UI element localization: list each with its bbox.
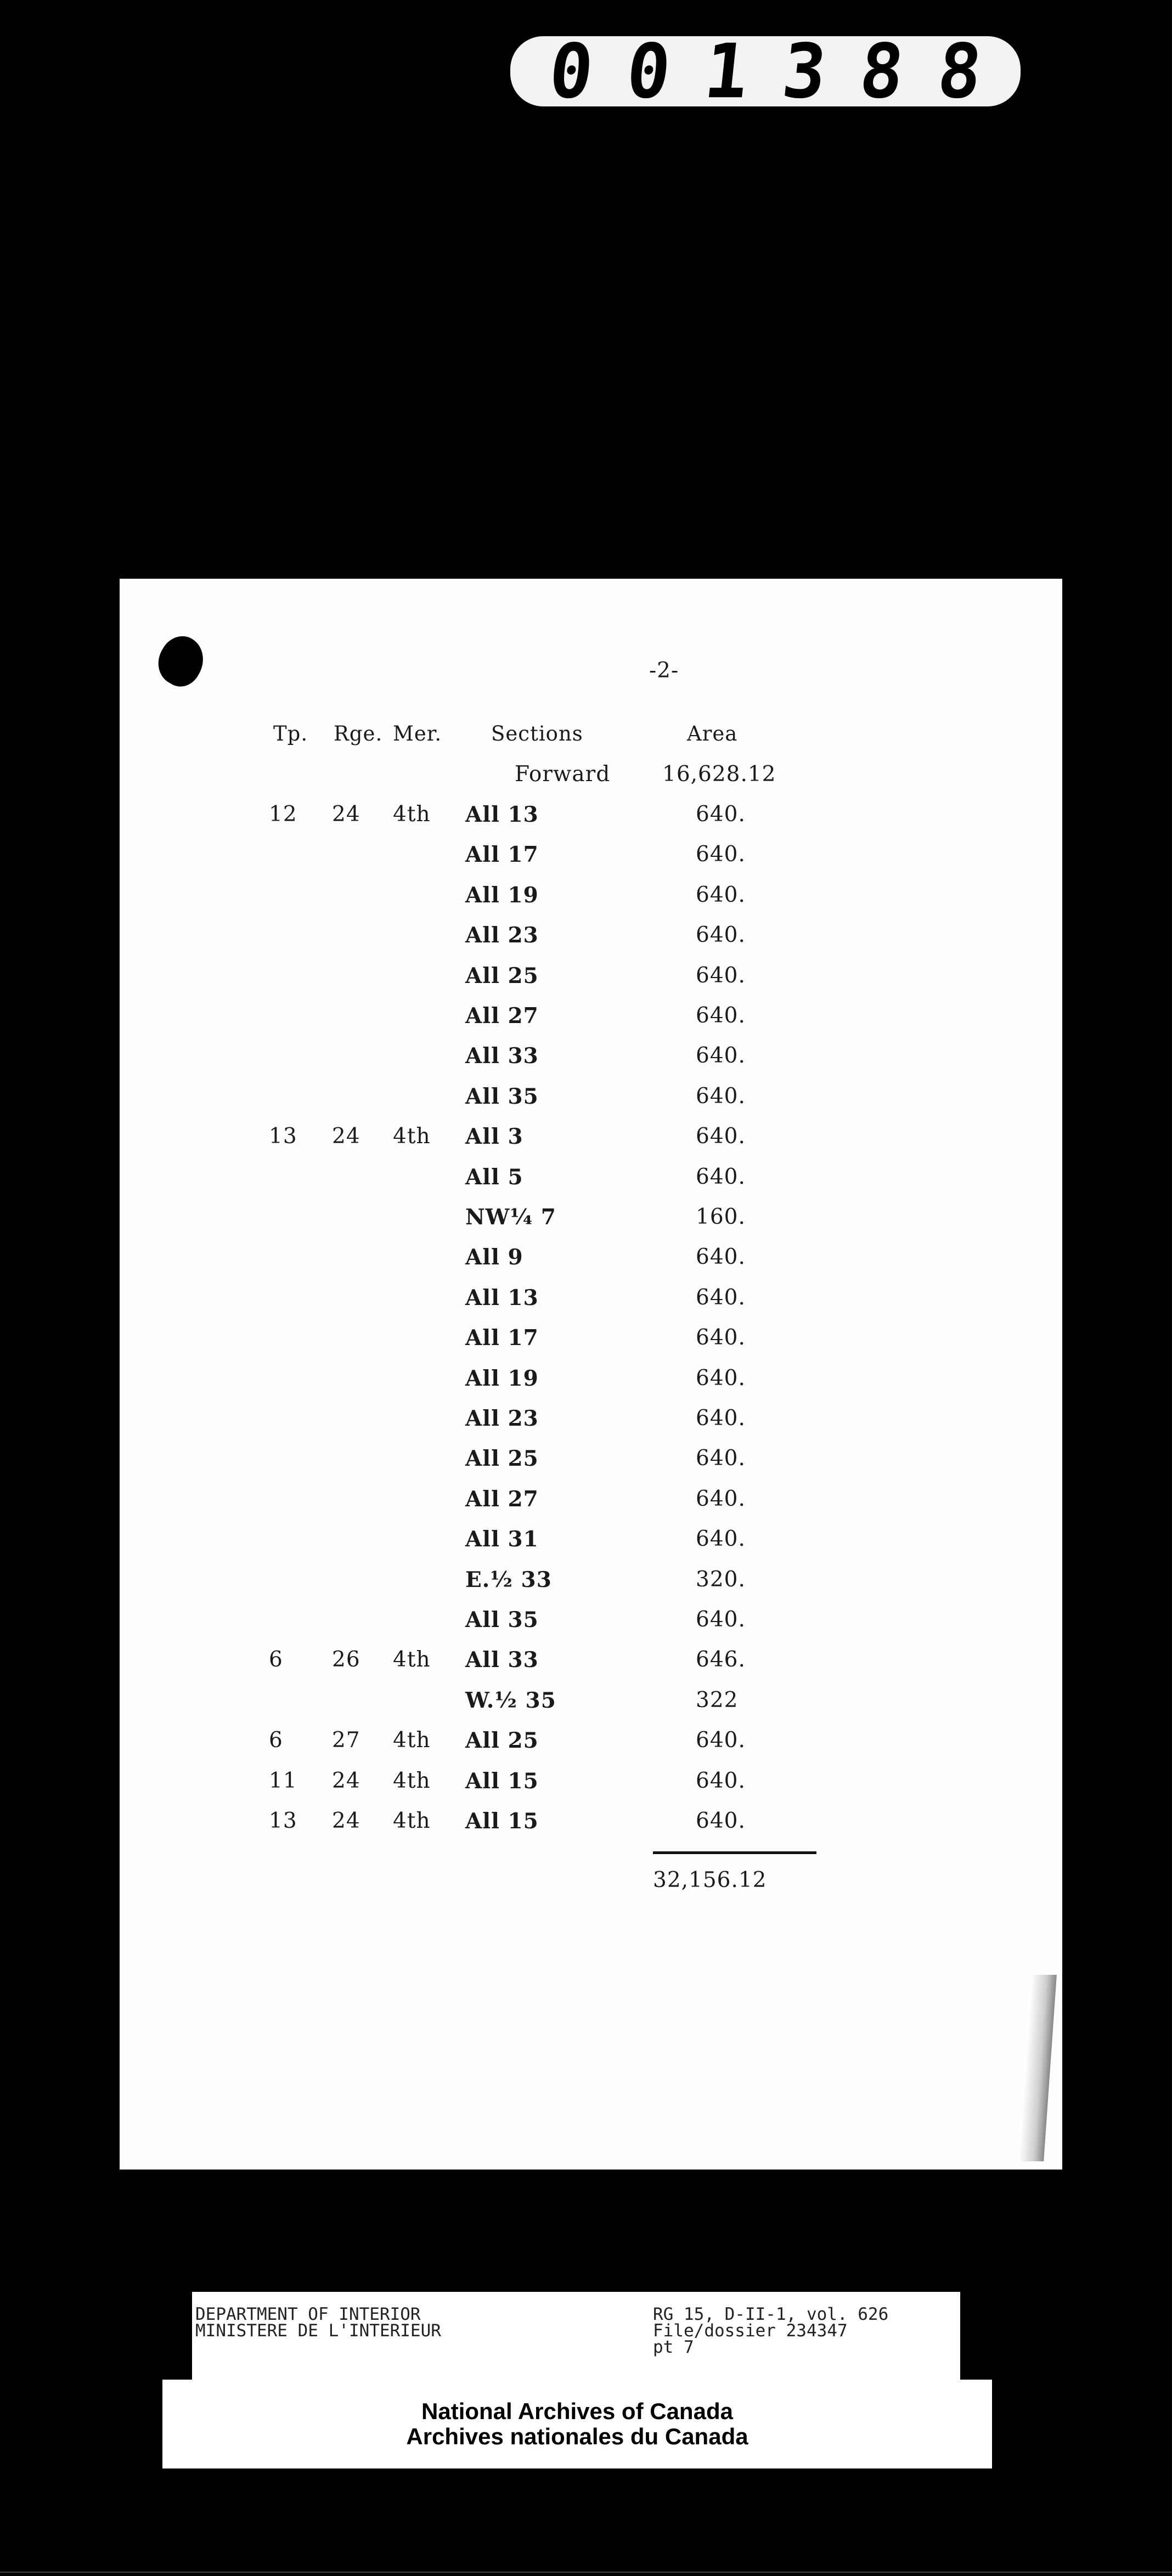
frame-digit: 8 <box>933 27 986 115</box>
total-rule <box>653 1851 816 1854</box>
forward-label: Forward <box>515 762 611 787</box>
row-area: 640. <box>696 802 746 827</box>
row-mer: 4th <box>393 1124 431 1149</box>
frame-digit: 1 <box>700 27 753 115</box>
row-sections: All 35 <box>465 1084 539 1109</box>
row-mer: 4th <box>393 802 431 827</box>
row-tp: 13 <box>269 1124 297 1149</box>
archives-name-fr: Archives nationales du Canada <box>406 2424 748 2449</box>
row-sections: All 27 <box>465 1003 539 1029</box>
row-sections: All 3 <box>465 1124 523 1149</box>
department-en: DEPARTMENT OF INTERIOR <box>195 2304 421 2324</box>
row-sections: All 9 <box>465 1245 523 1270</box>
row-area: 640. <box>696 883 746 907</box>
row-sections: All 25 <box>465 1446 539 1471</box>
document-page <box>120 579 1062 2170</box>
row-sections: All 19 <box>465 1366 539 1391</box>
film-edge-line <box>0 2572 1172 2573</box>
header-tp: Tp. <box>273 722 308 745</box>
row-sections: All 15 <box>465 1809 539 1834</box>
frame-digit: 3 <box>778 27 831 115</box>
archives-name-en: National Archives of Canada <box>421 2398 733 2424</box>
row-sections: All 13 <box>465 802 539 827</box>
row-sections: All 17 <box>465 1325 539 1351</box>
row-rge: 24 <box>332 1124 360 1149</box>
row-mer: 4th <box>393 1728 431 1753</box>
page-number: -2- <box>649 658 679 683</box>
reference-part: pt 7 <box>653 2337 694 2357</box>
row-area: 322 <box>696 1688 739 1713</box>
department-block <box>195 2306 441 2339</box>
row-sections: All 33 <box>465 1043 539 1069</box>
frame-digit: 0 <box>545 27 598 115</box>
row-area: 640. <box>696 1406 746 1431</box>
row-sections: All 35 <box>465 1607 539 1632</box>
reference-volume: RG 15, D-II-1, vol. 626 <box>653 2304 889 2324</box>
row-area: 640. <box>696 1487 746 1511</box>
row-area: 320. <box>696 1567 746 1592</box>
row-sections: All 31 <box>465 1527 539 1552</box>
row-area: 640. <box>696 1165 746 1189</box>
row-area: 160. <box>696 1205 746 1229</box>
national-archives-label <box>162 2380 992 2468</box>
row-area: 640. <box>696 842 746 867</box>
header-area: Area <box>687 722 738 745</box>
row-sections: All 13 <box>465 1285 539 1310</box>
frame-digit: 8 <box>855 27 908 115</box>
reference-file: File/dossier 234347 <box>653 2321 848 2341</box>
row-area: 646. <box>696 1647 746 1672</box>
row-sections: All 17 <box>465 842 539 867</box>
row-mer: 4th <box>393 1809 431 1833</box>
row-area: 640. <box>696 963 746 988</box>
row-area: 640. <box>696 1446 746 1471</box>
row-sections: All 23 <box>465 923 539 948</box>
row-area: 640. <box>696 1245 746 1269</box>
row-sections: All 19 <box>465 883 539 908</box>
row-sections: All 23 <box>465 1406 539 1431</box>
frame-digit: 0 <box>622 27 675 115</box>
reference-block <box>653 2306 888 2355</box>
row-area: 640. <box>696 1527 746 1551</box>
row-tp: 6 <box>269 1647 283 1672</box>
row-sections: All 25 <box>465 1728 539 1753</box>
header-rge: Rge. <box>334 722 383 745</box>
row-sections: NW¼ 7 <box>465 1205 556 1230</box>
row-mer: 4th <box>393 1769 431 1793</box>
header-mer: Mer. <box>393 722 442 745</box>
row-sections: All 27 <box>465 1487 539 1512</box>
forward-area: 16,628.12 <box>662 762 776 787</box>
row-sections: All 25 <box>465 963 539 988</box>
header-sections: Sections <box>491 722 583 745</box>
row-sections: All 33 <box>465 1647 539 1673</box>
row-area: 640. <box>696 1285 746 1310</box>
row-tp: 6 <box>269 1728 283 1753</box>
row-mer: 4th <box>393 1647 431 1672</box>
row-rge: 24 <box>332 802 360 827</box>
archive-reference-label <box>192 2292 960 2381</box>
row-area: 640. <box>696 1043 746 1068</box>
row-rge: 27 <box>332 1728 360 1753</box>
row-area: 640. <box>696 1809 746 1833</box>
total-area: 32,156.12 <box>653 1868 767 1893</box>
row-rge: 24 <box>332 1769 360 1793</box>
frame-number-stamp <box>510 27 1021 115</box>
row-area: 640. <box>696 1728 746 1753</box>
row-area: 640. <box>696 923 746 947</box>
row-area: 640. <box>696 1366 746 1391</box>
row-area: 640. <box>696 1769 746 1793</box>
row-rge: 24 <box>332 1809 360 1833</box>
row-tp: 13 <box>269 1809 297 1833</box>
row-area: 640. <box>696 1084 746 1109</box>
row-area: 640. <box>696 1124 746 1149</box>
row-area: 640. <box>696 1325 746 1350</box>
row-tp: 11 <box>269 1769 297 1793</box>
row-sections: W.½ 35 <box>465 1688 556 1713</box>
row-area: 640. <box>696 1003 746 1028</box>
row-tp: 12 <box>269 802 297 827</box>
row-sections: All 15 <box>465 1769 539 1794</box>
row-sections: E.½ 33 <box>465 1567 552 1592</box>
row-area: 640. <box>696 1607 746 1632</box>
row-sections: All 5 <box>465 1165 523 1190</box>
department-fr: MINISTERE DE L'INTERIEUR <box>195 2321 441 2341</box>
row-rge: 26 <box>332 1647 360 1672</box>
